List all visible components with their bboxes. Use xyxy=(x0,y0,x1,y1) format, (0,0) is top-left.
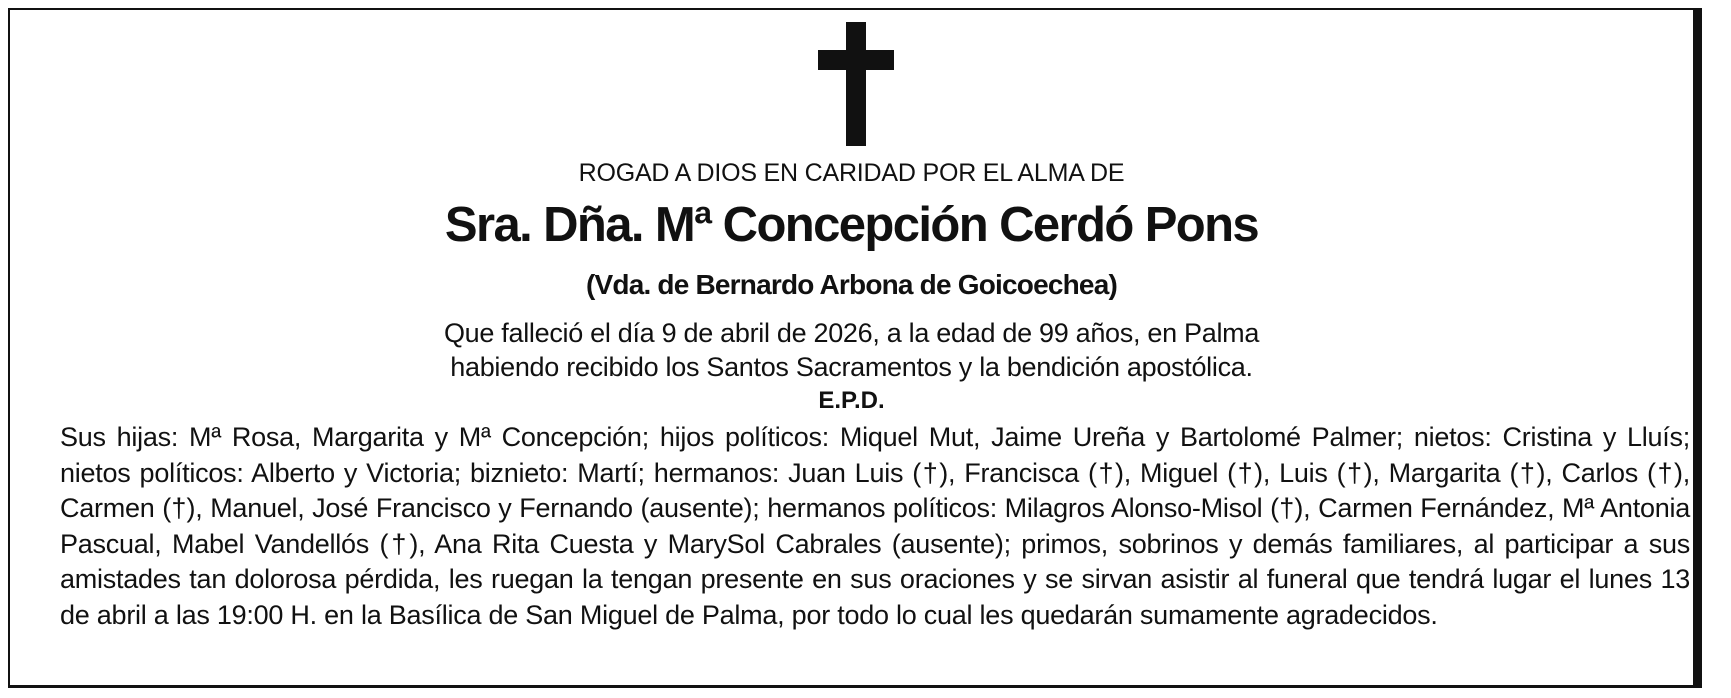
death-details-line-2: habiendo recibido los Santos Sacramentos y la bendición apostólica. xyxy=(450,352,1253,382)
prayer-intro: ROGAD A DIOS EN CARIDAD POR EL ALMA DE xyxy=(578,159,1125,187)
family-and-funeral-paragraph: Sus hijas: Mª Rosa, Margarita y Mª Concepción; hijos políticos: Miquel Mut, Jaime Ureña y Bartolomé Palmer; nietos: Cristina y Lluís; nietos políticos: Alberto y Victoria; biznieto: Martí; hermanos: Juan Luis (†), Francisca (†), Miguel (†), Luis (†), Margarita (†), Carlos (†), Carmen (†), Manuel, José Francisco y Fernando (ausente); hermanos políticos: Milagros Alonso-Misol (†), Carmen Fernández, Mª Antonia Pascual, Mabel Vandellós (†), Ana Rita Cuesta y MarySol Cabrales (ausente); primos, sobrinos y demás familiares, al participar a sus amistades tan dolorosa pérdida, les ruegan la tengan presente en sus oraciones y se sirvan asistir al funeral que tendrá lugar el lunes 13 de abril a las 19:00 H. en la Basílica de San Miguel de Palma, por todo lo cual les quedarán sumamente agradecidos. xyxy=(60,422,1690,630)
latin-cross-icon xyxy=(818,22,894,146)
obituary-notice-frame xyxy=(8,8,1702,688)
death-details-line-1: Que falleció el día 9 de abril de 2026, a la edad de 99 años, en Palma xyxy=(443,318,1260,348)
death-details xyxy=(10,316,1693,384)
deceased-name: Sra. Dña. Mª Concepción Cerdó Pons xyxy=(444,198,1259,252)
epd-abbreviation: E.P.D. xyxy=(818,387,885,414)
cross-vertical-bar xyxy=(846,22,866,146)
cross-horizontal-bar xyxy=(818,50,894,70)
widow-of-line: (Vda. de Bernardo Arbona de Goicoechea) xyxy=(586,269,1117,300)
